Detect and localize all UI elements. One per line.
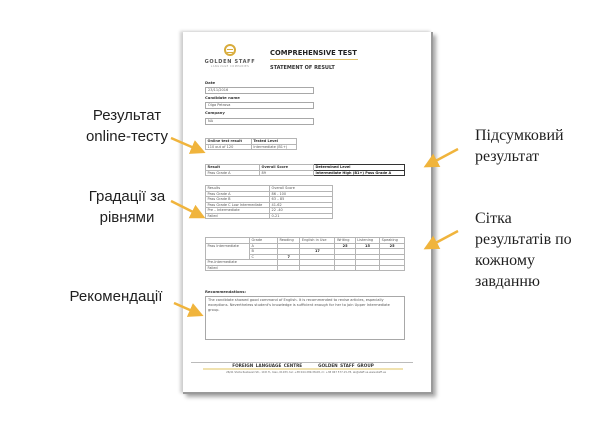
grade-range: 22 -40 [270, 208, 333, 214]
skills-extra-label: Failed [206, 265, 278, 271]
annotation-line: online-тесту [85, 128, 169, 145]
document-subtitle: STATEMENT OF RESULT [270, 65, 335, 71]
overall-score-header: Overall Score [260, 165, 314, 171]
online-test-result-value: 110 out of 120 [206, 144, 252, 150]
online-test-result-header: Online test result [206, 139, 252, 145]
grades-score-header: Overall Score [270, 186, 333, 192]
skills-reading-header: Reading [278, 238, 300, 244]
logo-tagline: LANGUAGE COMPANIES [210, 65, 250, 68]
candidate-name-field: Olga Petrova [205, 102, 314, 109]
annotation-line: завданню [475, 273, 540, 290]
date-field: 23/11/2016 [205, 87, 314, 94]
annotation-line: Градації за [88, 188, 166, 205]
grade-range: 63 – 85 [270, 197, 333, 203]
skills-extra-label: Pre-Intermediate [206, 260, 278, 266]
skills-english-in-use-header: English in Use [300, 238, 335, 244]
skills-grade: B [250, 249, 278, 255]
annotation-line: Підсумковий [475, 127, 564, 144]
grade-name: Pass Grade A [206, 191, 270, 197]
footer-left-title: FOREIGN LANGUAGE CENTRE [232, 363, 303, 368]
footer-right-title: GOLDEN STAFF GROUP [318, 363, 374, 368]
document-title: COMPREHENSIVE TEST [270, 49, 358, 60]
reading-score: 7 [278, 254, 300, 260]
result-header: Result [206, 165, 260, 171]
english-in-use-score: 17 [300, 249, 335, 255]
recommendations-label: Recommendations: [205, 289, 247, 294]
skills-grade: C [250, 254, 278, 260]
grades-results-header: Results [206, 186, 270, 192]
candidate-name-label: Candidate name [205, 95, 240, 100]
skills-listening-header: Listening [355, 238, 379, 244]
grade-name: Pre – Intermediate [206, 208, 270, 214]
tested-level-header: Tested Level [251, 139, 296, 145]
company-field: NA [205, 118, 314, 125]
grade-range: 41-62 [270, 202, 333, 208]
annotation-line: результат [475, 148, 540, 165]
skills-grade: A [250, 243, 278, 249]
company-label: Company [205, 110, 225, 115]
skills-writing-header: Writing [335, 238, 355, 244]
grade-range: 86 - 100 [270, 191, 333, 197]
grade-name: Failed [206, 213, 270, 219]
skills-group-label: Pass Intermediate [206, 243, 250, 260]
determined-level-value: Intermediate High (B1+) Pass Grade A [314, 170, 405, 176]
writing-score: 25 [335, 243, 355, 249]
tested-level-value: Intermediate (B1+) [251, 144, 296, 150]
annotation-line: кожному [475, 252, 535, 269]
determined-level-header: Determined Level [314, 165, 405, 171]
grade-name: Pass Grade B [206, 197, 270, 203]
skills-grade-header: Grade [250, 238, 278, 244]
logo-name: GOLDEN STAFF [204, 59, 256, 65]
overall-score-value: 89 [260, 170, 314, 176]
annotation-line: Сітка [475, 210, 512, 227]
footer-address: 26/41 Shota Rustaveli Str., 11th fl., Kiev, 01033, tel: +38 044 289-38-08, m: +38 067 577-15-78, ak@staff.ua www.staff.ua [226, 371, 386, 374]
arrow-icon [171, 138, 458, 314]
annotation-line: результатів по [475, 231, 572, 248]
result-value: Pass Grade A [206, 170, 260, 176]
speaking-score: 25 [380, 243, 405, 249]
date-label: Date [205, 80, 216, 85]
listening-score: 15 [355, 243, 379, 249]
annotation-line: Результат [92, 107, 162, 124]
grade-range: 0-21 [270, 213, 333, 219]
skills-speaking-header: Speaking [380, 238, 405, 244]
recommendations-box: The candidate showed good command of English. It is recommended to revise articles, especially exceptions. Nevertheless student's knowledge is sufficient enough for her to join Upper Intermediate group. [205, 296, 405, 340]
annotation-line: Рекомендації [69, 288, 163, 305]
grade-name: Pass Grade C Low Intermediate [206, 202, 270, 208]
annotation-line: рівнями [99, 209, 155, 226]
